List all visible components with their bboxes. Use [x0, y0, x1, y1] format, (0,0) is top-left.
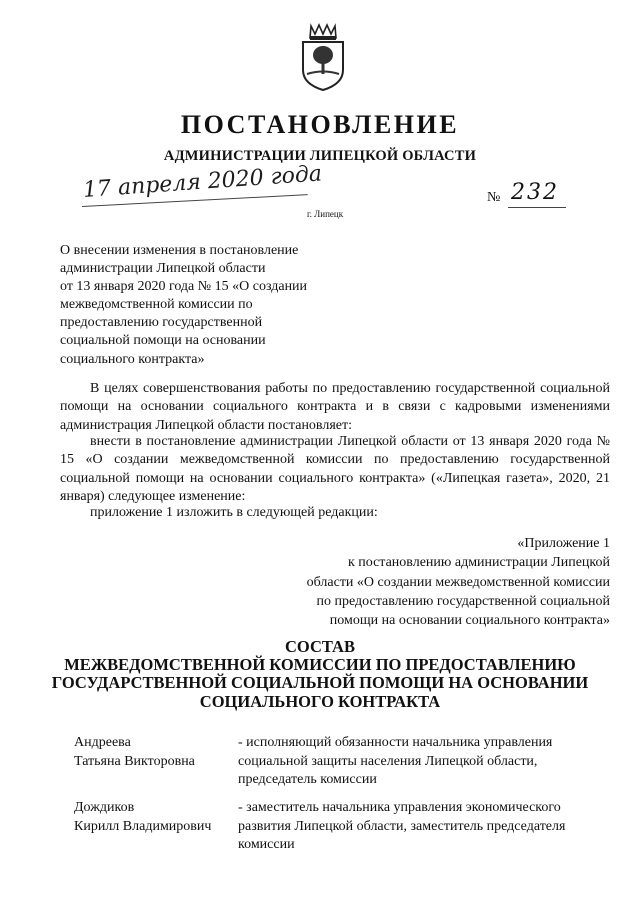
number-underline	[508, 207, 566, 208]
subject-line: О внесении изменения в постановление	[60, 243, 299, 258]
member-name	[74, 734, 195, 771]
document-subject	[60, 242, 307, 369]
annex-line: по предоставлению государственной социальной	[316, 593, 610, 609]
subject-line: предоставлению государственной	[60, 315, 263, 331]
annex-line: «Приложение 1	[517, 536, 610, 551]
subject-line: межведомственной комиссии по	[60, 297, 253, 313]
subject-line: социального контракта»	[60, 351, 205, 367]
subject-line: администрации Липецкой области	[60, 261, 266, 277]
number-label: №	[487, 190, 501, 205]
subject-line: от 13 января 2020 года № 15 «О создании	[60, 279, 308, 295]
commission-heading-line: ГОСУДАРСТВЕННОЙ СОЦИАЛЬНОЙ ПОМОЩИ НА ОСНОВАНИИ	[51, 673, 589, 693]
document-title: ПОСТАНОВЛЕНИЕ	[180, 110, 460, 139]
body-paragraph-purpose: В целях совершенствования работы по предоставлению государственной социальной помощи на основании социального контракта и в связи с кадровыми изменениями администрация Липецкой области постановляет:	[60, 381, 610, 433]
annex-line: области «О создании межведомственной комиссии	[306, 574, 610, 590]
member-given-name: Кирилл Владимирович	[74, 818, 212, 834]
body-paragraph-annex-note: приложение 1 изложить в следующей редакции:	[90, 505, 378, 520]
annex-reference	[307, 534, 610, 630]
handwritten-date: 17 апреля 2020 года	[82, 161, 323, 203]
member-role-line: комиссии	[238, 837, 295, 852]
commission-heading	[0, 656, 640, 711]
subject-line: социальной помощи на основании	[60, 333, 266, 349]
city-label: г. Липецк	[307, 209, 344, 219]
member-surname: Андреева	[74, 735, 131, 750]
member-role	[238, 799, 599, 855]
composition-heading: СОСТАВ	[285, 637, 355, 656]
annex-line: помощи на основании социального контракта»	[329, 613, 610, 629]
handwritten-number: 232	[511, 180, 559, 205]
member-role	[238, 734, 599, 790]
document-subtitle: АДМИНИСТРАЦИИ ЛИПЕЦКОЙ ОБЛАСТИ	[163, 148, 477, 164]
member-role-line: социальной защиты населения Липецкой области,	[238, 753, 538, 769]
body-paragraph-amendment: внести в постановление администрации Липецкой области от 13 января 2020 года № 15 «О создании межведомственной комиссии по предоставлению государственной социальной помощи на основании социального контракта» («Липецкая газета», 2020, 21 января) следующее изменение:	[60, 434, 610, 504]
member-surname: Дождиков	[74, 800, 135, 815]
member-role-line: - исполняющий обязанности начальника управления	[238, 735, 553, 750]
member-given-name: Татьяна Викторовна	[74, 753, 195, 769]
member-role-line: председатель комиссии	[238, 772, 377, 787]
coat-of-arms-emblem	[299, 22, 347, 92]
member-role-line: развития Липецкой области, заместитель председателя	[238, 818, 566, 834]
commission-heading-line: СОЦИАЛЬНОГО КОНТРАКТА	[199, 691, 441, 711]
annex-line: к постановлению администрации Липецкой	[347, 555, 610, 571]
member-role-line: - заместитель начальника управления экономического	[238, 800, 561, 815]
commission-heading-line: МЕЖВЕДОМСТВЕННОЙ КОМИССИИ ПО ПРЕДОСТАВЛЕНИЮ	[64, 655, 576, 674]
member-name	[74, 799, 211, 836]
